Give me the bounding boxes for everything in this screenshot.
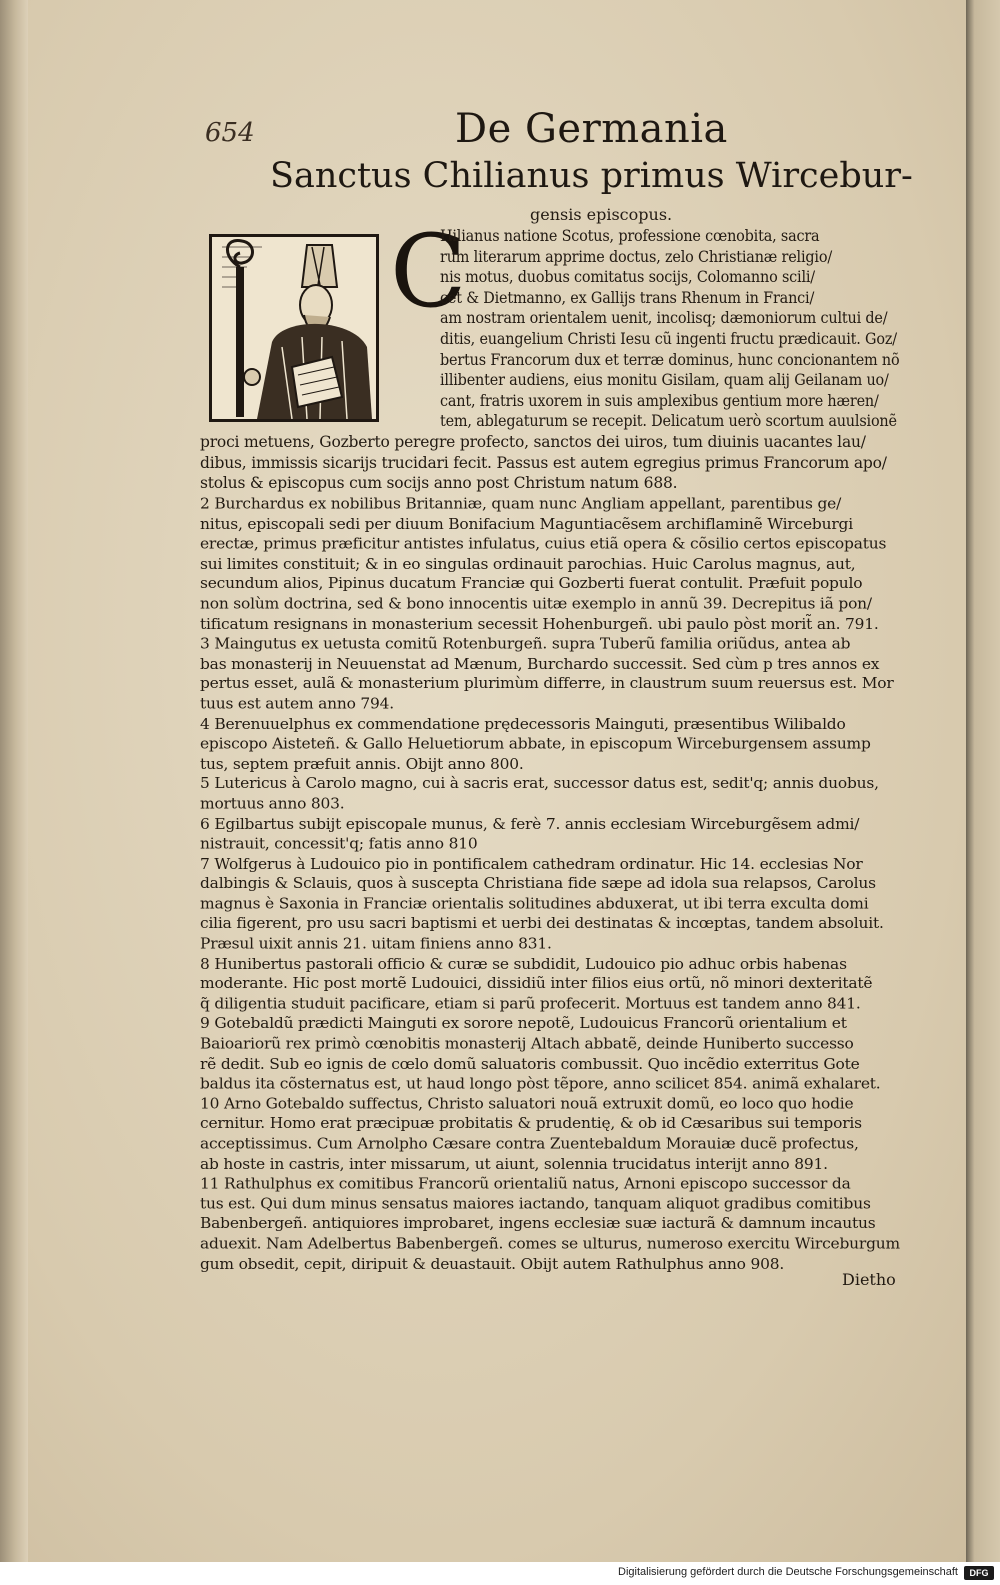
entry-line: moderante. Hic post mortẽ Ludouici, dissidiũ inter filios eius ortũ, nõ minori dexteritatẽ bbox=[200, 974, 873, 993]
bishop-woodcut-image bbox=[212, 237, 376, 419]
entry-line: 5 Lutericus à Carolo magno, cui à sacris erat, successor datus est, sedit'q; annis duobus, bbox=[200, 774, 879, 793]
running-header: De Germania bbox=[455, 106, 728, 152]
intro-line: cet & Dietmanno, ex Gallijs trans Rhenum in Franci/ bbox=[440, 288, 815, 307]
entry-line: secundum alios, Pipinus ducatum Franciæ qui Gozberti fuerat contulit. Præfuit populo bbox=[200, 574, 863, 593]
entry-line: Baioariorũ rex primò cœnobitis monasterij Altach abbatẽ, deinde Huniberto successo bbox=[200, 1034, 854, 1053]
catchword: Dietho bbox=[842, 1270, 896, 1289]
page-gutter bbox=[0, 0, 28, 1562]
drop-capital: C bbox=[390, 213, 467, 330]
entry-line: non solùm doctrina, sed & bono innocentis uitæ exemplo in annũ 39. Decrepitus iã pon/ bbox=[200, 594, 872, 613]
intro-line: Hilianus natione Scotus, professione cœnobita, sacra bbox=[440, 227, 820, 245]
entry-line: bas monasterij in Neuuenstat ad Mænum, Burchardo successit. Sed cùm p tres annos ex bbox=[200, 654, 880, 673]
entry-line: tificatum resignans in monasterium secessit Hohenburgeñ. ubi paulo pòst morit̃ an. 791. bbox=[200, 614, 879, 633]
entry-line: 10 Arno Gotebaldo suffectus, Christo saluatori nouã extruxit domũ, eo loco quo hodie bbox=[200, 1094, 854, 1113]
bishop-woodcut-illustration bbox=[209, 234, 379, 422]
page-number: 654 bbox=[205, 118, 255, 148]
entry-line: baldus ita cõsternatus est, ut haud longo pòst tẽpore, anno scilicet 854. animã exhalaret. bbox=[200, 1074, 881, 1093]
intro-paragraph-wide bbox=[200, 432, 887, 494]
entry-line: aduexit. Nam Adelbertus Babenbergeñ. comes se ulturus, numeroso exercitu Wirceburgum bbox=[200, 1234, 900, 1253]
entry-line: pertus esset, aulã & monasterium plurimùm differre, in claustrum suum reuersus est. Mor bbox=[200, 674, 894, 693]
intro-line: stolus & episcopus cum socijs anno post Christum natum 688. bbox=[200, 474, 678, 493]
intro-line: ditis, euangelium Christi Iesu cũ ingenti fructu prædicauit. Goz/ bbox=[440, 329, 897, 348]
intro-line: cant, fratris uxorem in suis amplexibus gentium more hæren/ bbox=[440, 391, 879, 410]
entry-line: q̃ diligentia studuit pacificare, etiam si parũ profecerit. Mortuus est tandem anno 841. bbox=[200, 994, 861, 1013]
entry-line: 3 Maingutus ex uetusta comitũ Rotenburgeñ. supra Tuberũ familia oriũdus, antea ab bbox=[200, 634, 851, 653]
entry-line: acceptissimus. Cum Arnolpho Cæsare contra Zuentebaldum Morauiæ ducẽ profectus, bbox=[200, 1134, 859, 1153]
entry-line: Præsul uixit annis 21. uitam finiens anno 831. bbox=[200, 934, 552, 953]
entry-line: erectæ, primus præficitur antistes infulatus, cuius etiã opera & cõsilio certos episcopatus bbox=[200, 534, 887, 553]
chapter-title-continuation: gensis episcopus. bbox=[530, 205, 673, 224]
entry-line: tus, septem præfuit annis. Obijt anno 800. bbox=[200, 754, 524, 773]
intro-line: rum literarum apprime doctus, zelo Christianæ religio/ bbox=[440, 247, 833, 266]
chapter-title bbox=[270, 156, 913, 196]
entry-line: tuus est autem anno 794. bbox=[200, 694, 395, 713]
intro-line: dibus, immissis sicarijs trucidari fecit. Passus est autem egregius primus Francorum apo/ bbox=[200, 453, 887, 472]
intro-line: illibenter audiens, eius monitu Gisilam, quam alij Geilanam uo/ bbox=[440, 371, 889, 390]
bishop-entries bbox=[200, 494, 900, 1274]
intro-line: nis motus, duobus comitatus socijs, Colomanno scili/ bbox=[440, 268, 815, 287]
entry-line: 8 Hunibertus pastorali officio & curæ se subdidit, Ludouico pio adhuc orbis habenas bbox=[200, 954, 847, 973]
entry-line: cilia figerent, pro usu sacri baptismi et uerbi dei destinatas & incœptas, tandem absoluit. bbox=[200, 914, 884, 933]
facing-page-edge bbox=[966, 0, 1000, 1562]
intro-paragraph-narrow bbox=[440, 226, 899, 432]
chapter-title-text: Sanctus Chilianus primus Wircebur- bbox=[270, 156, 913, 196]
intro-line: proci metuens, Gozberto peregre profecto, sanctos dei uiros, tum diuinis uacantes lau/ bbox=[200, 433, 866, 451]
entry-line: 6 Egilbartus subijt episcopale munus, & ferè 7. annis ecclesiam Wirceburgẽsem admi/ bbox=[200, 814, 860, 833]
entry-line: 9 Gotebaldũ prædicti Mainguti ex sorore nepotẽ, Ludouicus Francorũ orientalium et bbox=[200, 1014, 847, 1033]
entry-line: dalbingis & Sclauis, quos à suscepta Christiana fide sæpe ad idola sua relapsos, Carolus bbox=[200, 874, 876, 893]
entry-line: magnus è Saxonia in Franciæ orientalis solitudines abduxerat, ut ibi terra exculta domi bbox=[200, 894, 869, 913]
footer-bar bbox=[0, 1562, 1000, 1585]
entry-line: rẽ dedit. Sub eo ignis de cœlo domũ saluatoris combussit. Quo incẽdio exterritus Gote bbox=[200, 1054, 860, 1073]
entry-line: cernitur. Homo erat præcipuæ probitatis & prudentię, & ob id Cæsaribus sui temporis bbox=[200, 1114, 862, 1133]
intro-line: tem, ablegaturum se recepit. Delicatum uerò scortum auulsionẽ bbox=[440, 412, 897, 431]
entry-line: episcopo Aisteteñ. & Gallo Heluetiorum abbate, in episcopum Wirceburgensem assump bbox=[200, 734, 871, 753]
entry-line: nitus, episcopali sedi per diuum Bonifacium Maguntiacẽsem archiflaminẽ Wirceburgi bbox=[200, 514, 853, 533]
entry-line: 11 Rathulphus ex comitibus Francorũ orientaliũ natus, Arnoni episcopo successor da bbox=[200, 1174, 851, 1193]
entry-line: Babenbergeñ. antiquiores improbaret, ingens ecclesiæ suæ iacturã & damnum incautus bbox=[200, 1214, 876, 1233]
entry-line: sui limites constituit; & in eo singulas ordinauit parochias. Huic Carolus magnus, aut, bbox=[200, 554, 856, 573]
entry-line: ab hoste in castris, inter missarum, ut aiunt, solennia trucidatus interijt anno 891. bbox=[200, 1154, 828, 1173]
entry-line: 4 Berenuuelphus ex commendatione prędecessoris Mainguti, præsentibus Wilibaldo bbox=[200, 714, 846, 733]
entry-line: tus est. Qui dum minus sensatus maiores iactando, tanquam aliquot gradibus comitibus bbox=[200, 1194, 871, 1213]
entry-line: 2 Burchardus ex nobilibus Britanniæ, quam nunc Angliam appellant, parentibus ge/ bbox=[200, 494, 842, 513]
entry-line: 7 Wolfgerus à Ludouico pio in pontificalem cathedram ordinatur. Hic 14. ecclesias Nor bbox=[200, 854, 863, 873]
intro-line: am nostram orientalem uenit, incolisq; dæmoniorum cultui de/ bbox=[440, 309, 888, 328]
intro-line: bertus Francorum dux et terræ dominus, hunc concionantem nõ bbox=[440, 350, 900, 369]
entry-line: nistrauit, concessit'q; fatis anno 810 bbox=[200, 834, 478, 853]
footer-credit: Digitalisierung gefördert durch die Deutsche Forschungsgemeinschaft bbox=[618, 1566, 958, 1578]
entry-line: mortuus anno 803. bbox=[200, 794, 345, 813]
entry-line: gum obsedit, cepit, diripuit & deuastauit. Obijt autem Rathulphus anno 908. bbox=[200, 1254, 785, 1273]
dfg-logo: DFG bbox=[964, 1566, 994, 1580]
